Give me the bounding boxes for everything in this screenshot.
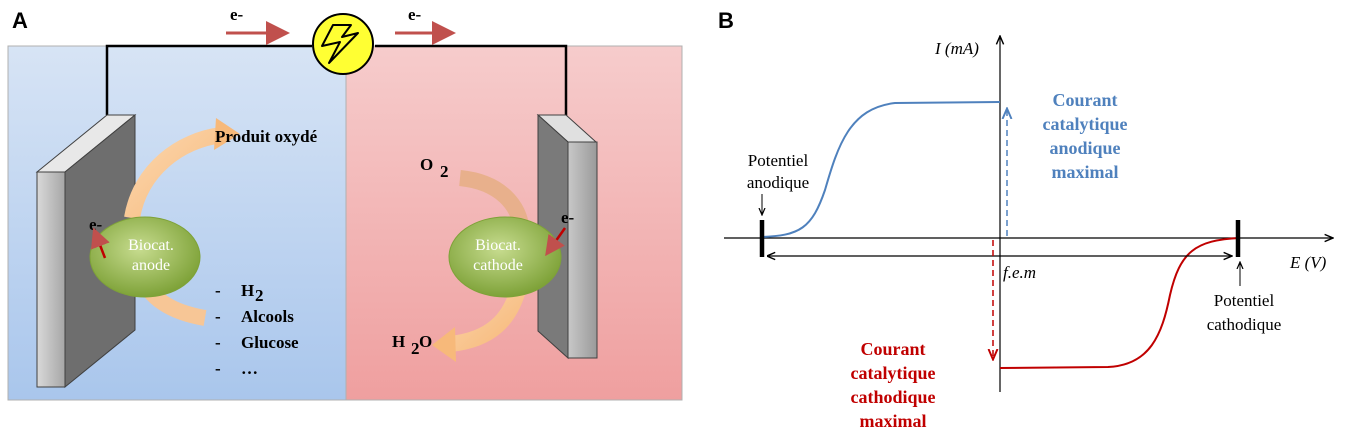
- substrate-name: …: [241, 359, 258, 378]
- cathodic-potential-line2: cathodique: [1206, 315, 1282, 334]
- anodic-current-line: catalytique: [1042, 114, 1128, 134]
- water-subscript: 2: [411, 339, 420, 358]
- cathodic-current-label: [850, 339, 935, 431]
- emf-label: f.e.m: [1003, 263, 1037, 282]
- panel-a-letter: A: [12, 8, 28, 33]
- electron-label-right: e-: [408, 5, 422, 24]
- cathodic-current-line: maximal: [859, 411, 927, 431]
- cathode-biocat-line2: cathode: [473, 257, 523, 274]
- anodic-current-label: [1043, 90, 1128, 182]
- x-axis-label: E (V): [1290, 253, 1327, 272]
- o2-label: O: [420, 155, 434, 174]
- anode-biocat-line2: anode: [131, 257, 171, 274]
- substrate-name: Glucose: [241, 333, 299, 352]
- cathodic-potential-line1: Potentiel: [1213, 291, 1275, 310]
- anodic-current-line: maximal: [1051, 162, 1119, 182]
- cathodic-current-line: cathodique: [850, 387, 936, 407]
- anodic-potential-line2: anodique: [746, 173, 810, 192]
- anodic-current-line: Courant: [1052, 90, 1118, 110]
- cathodic-current-line: catalytique: [850, 363, 936, 383]
- anode-biocat-line1: Biocat.: [128, 237, 174, 254]
- cathodic-current-line: Courant: [860, 339, 926, 359]
- oxidized-product-label: Produit oxydé: [215, 127, 318, 146]
- substrate-bullet: -: [215, 333, 221, 352]
- substrate-subscript: 2: [255, 286, 264, 305]
- o2-subscript: 2: [440, 162, 449, 181]
- substrate-bullet: -: [215, 359, 221, 378]
- cathodic-curve: [1000, 238, 1240, 368]
- substrate-name: Alcools: [241, 307, 294, 326]
- lamp-icon: [313, 14, 373, 74]
- electron-label-left: e-: [230, 5, 244, 24]
- panel-b: [718, 8, 1333, 431]
- anodic-potential-line1: Potentiel: [747, 151, 809, 170]
- panel-a: [8, 5, 682, 400]
- substrate-bullet: -: [215, 307, 221, 326]
- panel-b-letter: B: [718, 8, 734, 33]
- y-axis-label: I (mA): [935, 39, 979, 58]
- water-h-label: H: [392, 332, 406, 351]
- water-o-label: O: [419, 332, 433, 351]
- anode-electron-label: e-: [89, 215, 103, 234]
- anodic-current-line: anodique: [1049, 138, 1121, 158]
- cathode-electron-label: e-: [561, 208, 575, 227]
- cathode-biocat-line1: Biocat.: [475, 237, 521, 254]
- substrate-name: H: [241, 281, 255, 300]
- substrate-bullet: -: [215, 281, 221, 300]
